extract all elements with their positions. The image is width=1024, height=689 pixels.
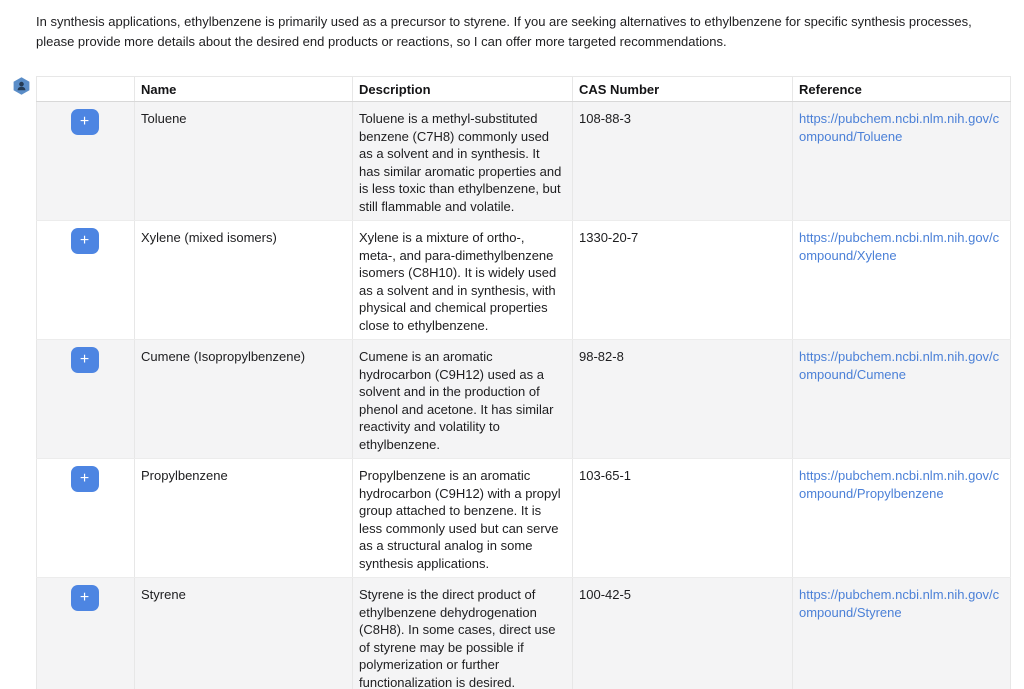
description-cell: Xylene is a mixture of ortho-, meta-, and para-dimethylbenzene isomers (C8H10). It is widely used as a solvent and in synthesis, with physical and chemical properties close to ethylbenzene.: [353, 221, 573, 340]
add-row-button[interactable]: [71, 466, 99, 492]
cas-cell: 103-65-1: [573, 459, 793, 578]
add-row-button[interactable]: [71, 109, 99, 135]
add-cell: [37, 221, 135, 340]
table-row: [37, 459, 1011, 578]
add-cell: [37, 459, 135, 578]
assistant-message: In synthesis applications, ethylbenzene is primarily used as a precursor to styrene. If you are seeking alternatives to ethylbenzene for specific synthesis processes, please provide more details about the desired end products or reactions, so I can offer more targeted recommendations.: [36, 14, 972, 49]
header-add-column: [37, 77, 135, 102]
reference-link[interactable]: https://pubchem.ncbi.nlm.nih.gov/compound/Xylene: [799, 230, 1000, 263]
add-cell: [37, 340, 135, 459]
add-cell: [37, 578, 135, 689]
description-cell: Cumene is an aromatic hydrocarbon (C9H12) used as a solvent and in the production of phenol and acetone. It has similar reactivity and volatility to ethylbenzene.: [353, 340, 573, 459]
reference-cell: [793, 102, 1011, 221]
reference-link[interactable]: https://pubchem.ncbi.nlm.nih.gov/compound/Styrene: [799, 587, 1000, 620]
hexagon-user-icon: [13, 77, 30, 95]
name-cell: Styrene: [135, 578, 353, 689]
description-cell: Styrene is the direct product of ethylbenzene dehydrogenation (C8H8). In some cases, direct use of styrene may be possible if polymerization or further functionalization is desired.: [353, 578, 573, 689]
table-row: [37, 578, 1011, 689]
reference-link[interactable]: https://pubchem.ncbi.nlm.nih.gov/compound/Cumene: [799, 349, 1000, 382]
plus-icon: +: [79, 470, 90, 487]
add-row-button[interactable]: [71, 228, 99, 254]
cas-cell: 98-82-8: [573, 340, 793, 459]
name-cell: Toluene: [135, 102, 353, 221]
table-row: [37, 102, 1011, 221]
header-description: Description: [353, 77, 573, 102]
add-cell: [37, 102, 135, 221]
name-cell: Cumene (Isopropylbenzene): [135, 340, 353, 459]
add-row-button[interactable]: [71, 347, 99, 373]
cas-cell: 108-88-3: [573, 102, 793, 221]
name-cell: Propylbenzene: [135, 459, 353, 578]
table-row: [37, 221, 1011, 340]
cas-cell: 1330-20-7: [573, 221, 793, 340]
plus-icon: +: [79, 232, 90, 249]
cas-cell: 100-42-5: [573, 578, 793, 689]
reference-cell: [793, 340, 1011, 459]
reference-cell: [793, 459, 1011, 578]
table-header-row: [37, 77, 1011, 102]
reference-link[interactable]: https://pubchem.ncbi.nlm.nih.gov/compound/Toluene: [799, 111, 1000, 144]
plus-icon: +: [79, 113, 90, 130]
alternatives-table-container: [36, 76, 1011, 689]
plus-icon: +: [79, 589, 90, 606]
plus-icon: +: [79, 351, 90, 368]
header-name: Name: [135, 77, 353, 102]
reference-cell: [793, 578, 1011, 689]
description-cell: Propylbenzene is an aromatic hydrocarbon (C9H12) with a propyl group attached to benzene. It is less commonly used but can serve as a structural analog in some synthesis applications.: [353, 459, 573, 578]
name-cell: Xylene (mixed isomers): [135, 221, 353, 340]
header-reference: Reference: [793, 77, 1011, 102]
reference-cell: [793, 221, 1011, 340]
header-cas-number: CAS Number: [573, 77, 793, 102]
add-row-button[interactable]: [71, 585, 99, 611]
table-row: [37, 340, 1011, 459]
alternatives-table: [36, 76, 1011, 689]
reference-link[interactable]: https://pubchem.ncbi.nlm.nih.gov/compound/Propylbenzene: [799, 468, 1000, 501]
description-cell: Toluene is a methyl-substituted benzene (C7H8) commonly used as a solvent and in synthesis. It has similar aromatic properties and is less toxic than ethylbenzene, but still flammable and volatile.: [353, 102, 573, 221]
